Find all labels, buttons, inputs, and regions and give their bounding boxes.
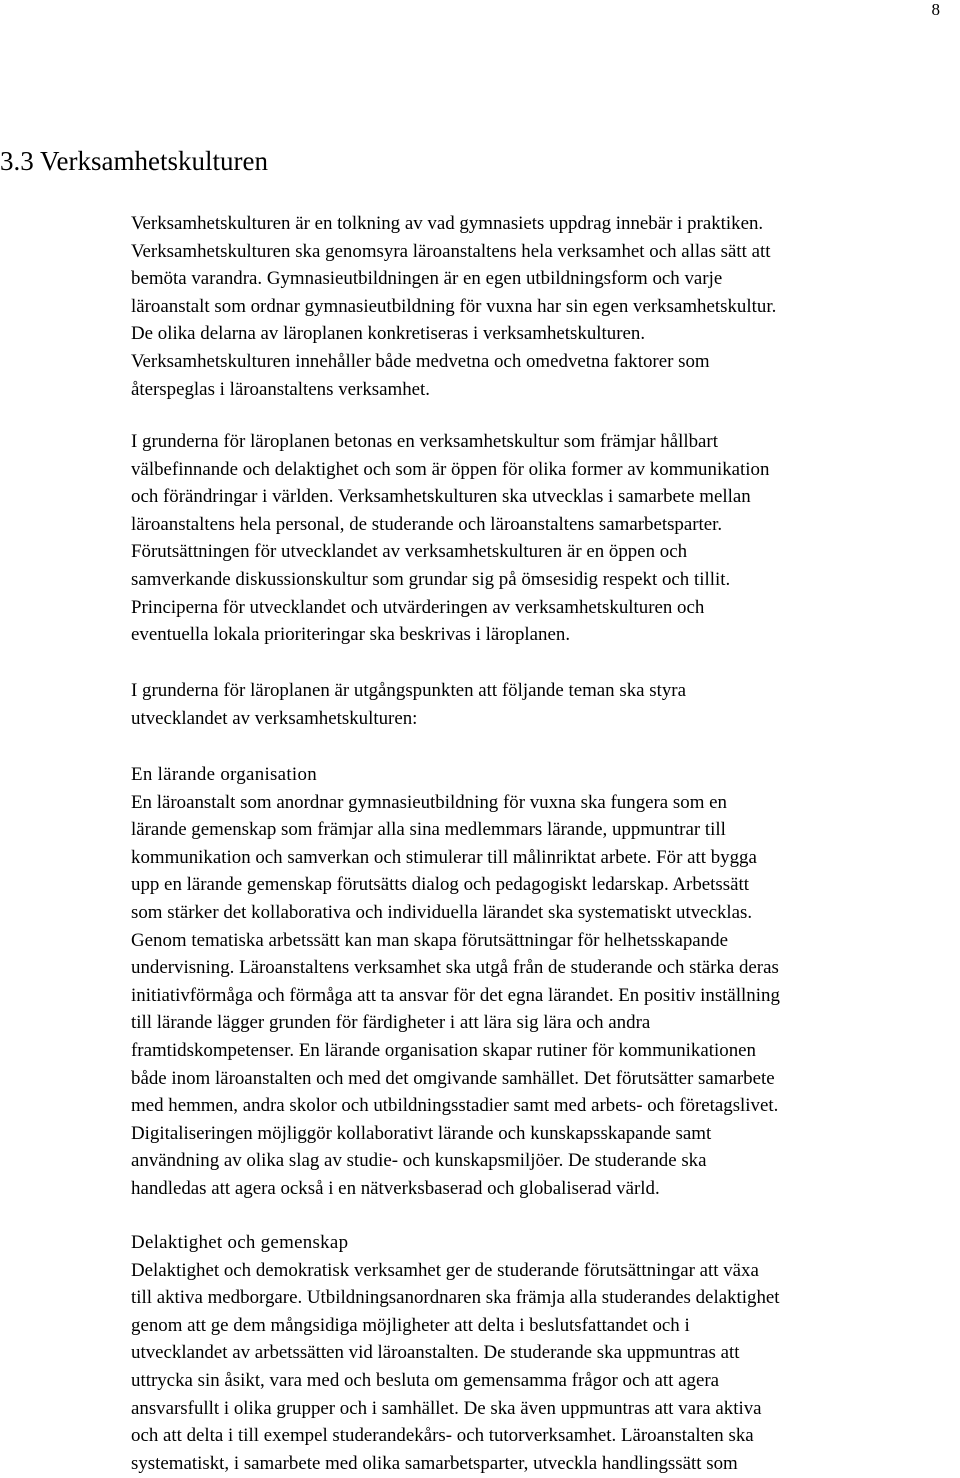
text-line: ansvarsfullt i olika grupper och i samhället. De ska även uppmuntras att vara aktiva [131, 1397, 762, 1419]
text-line: återspeglas i läroanstaltens verksamhet. [131, 378, 430, 400]
text-line: Delaktighet och demokratisk verksamhet ger de studerande förutsättningar att växa [131, 1259, 759, 1281]
subsection-title: En lärande organisation [131, 764, 317, 785]
text-line: utvecklandet av arbetssätten vid läroanstalten. De studerande ska uppmuntras att [131, 1342, 740, 1364]
text-line: användning av olika slag av studie- och kunskapsmiljöer. De studerande ska [131, 1150, 707, 1172]
text-line: läroanstalt som ordnar gymnasieutbildning för vuxna har sin egen verksamhetskultur. [131, 295, 777, 317]
text-line: Verksamhetskulturen ska genomsyra läroanstaltens hela verksamhet och allas sätt att [131, 240, 771, 262]
text-line: samverkande diskussionskultur som grundar sig på ömsesidig respekt och tillit. [131, 568, 731, 590]
text-line: initiativförmåga och förmåga att ta ansvar för det egna lärandet. En positiv inställning [131, 984, 780, 1006]
text-line: Förutsättningen för utvecklandet av verksamhetskulturen är en öppen och [131, 541, 688, 563]
text-line: genom att ge dem mångsidiga möjligheter att delta i beslutsfattandet och i [131, 1314, 690, 1336]
text-line: till aktiva medborgare. Utbildningsanordnaren ska främja alla studerandes delaktighet [131, 1287, 780, 1309]
text-line: eventuella lokala prioriteringar ska beskrivas i läroplanen. [131, 624, 571, 646]
subsection-title: Delaktighet och gemenskap [131, 1232, 349, 1253]
page-number: 8 [931, 0, 940, 19]
section-heading: 3.3 Verksamhetskulturen [0, 146, 268, 176]
text-line: och förändringar i världen. Verksamhetskulturen ska utvecklas i samarbete mellan [131, 486, 751, 508]
text-line: De olika delarna av läroplanen konkretiseras i verksamhetskulturen. [131, 323, 646, 345]
text-line: framtidskompetenser. En lärande organisation skapar rutiner för kommunikationen [131, 1039, 756, 1061]
text-line: både inom läroanstalten och med det omgivande samhället. Det förutsätter samarbete [131, 1067, 775, 1089]
text-line: I grunderna för läroplanen betonas en verksamhetskultur som främjar hållbart [131, 431, 718, 452]
text-line: uttrycka sin åsikt, vara med och besluta om gemensamma frågor och att agera [131, 1369, 720, 1391]
section-learning-organisation [131, 761, 953, 1203]
text-line: kommunikation och samverkan och stimulerar till målinriktat arbete. För att bygga [131, 846, 757, 868]
text-line: Principerna för utvecklandet och utvärderingen av verksamhetskulturen och [131, 596, 705, 618]
text-line: handledas att agera också i en nätverksbaserad och globaliserad värld. [131, 1177, 660, 1199]
intro-paragraph-1 [131, 210, 953, 403]
text-line: bemöta varandra. Gymnasieutbildningen är en egen utbildningsform och varje [131, 268, 723, 290]
text-line: Genom tematiska arbetssätt kan man skapa förutsättningar för helhetsskapande [131, 929, 728, 951]
text-line: undervisning. Läroanstaltens verksamhet ska utgå från de studerande och stärka deras [131, 957, 779, 979]
intro-paragraph-3 [131, 677, 953, 732]
section-participation-community [131, 1229, 953, 1477]
intro-paragraph-2 [131, 428, 953, 649]
text-line: I grunderna för läroplanen är utgångspunkten att följande teman ska styra [131, 680, 686, 701]
text-line: Verksamhetskulturen innehåller både medvetna och omedvetna faktorer som [131, 350, 710, 372]
text-line: lärande gemenskap som främjar alla sina medlemmars lärande, uppmuntrar till [131, 819, 726, 841]
text-line: utvecklandet av verksamhetskulturen: [131, 707, 418, 729]
text-line: läroanstaltens hela personal, de studerande och läroanstaltens samarbetsparter. [131, 513, 723, 535]
text-line: upp en lärande gemenskap förutsätts dialog och pedagogiskt ledarskap. Arbetssätt [131, 874, 749, 896]
text-line: Digitaliseringen möjliggör kollaborativt lärande och kunskapsskapande samt [131, 1122, 712, 1144]
text-line: Verksamhetskulturen är en tolkning av vad gymnasiets uppdrag innebär i praktiken. [131, 213, 764, 234]
text-line: och att delta i till exempel studerandekårs- och tutorverksamhet. Läroanstalten ska [131, 1425, 754, 1447]
text-line: som stärker det kollaborativa och individuella lärandet ska systematiskt utvecklas. [131, 901, 753, 923]
text-line: systematiskt, i samarbete med olika samarbetsparter, utveckla handlingssätt som [131, 1452, 738, 1474]
text-line: En läroanstalt som anordnar gymnasieutbildning för vuxna ska fungera som en [131, 791, 727, 813]
text-line: med hemmen, andra skolor och utbildningsstadier samt med arbets- och företagslivet. [131, 1095, 779, 1117]
text-line: välbefinnande och delaktighet och som är öppen för olika former av kommunikation [131, 458, 770, 480]
text-line: till lärande lägger grunden för färdigheter i att lära sig lära och andra [131, 1012, 651, 1034]
